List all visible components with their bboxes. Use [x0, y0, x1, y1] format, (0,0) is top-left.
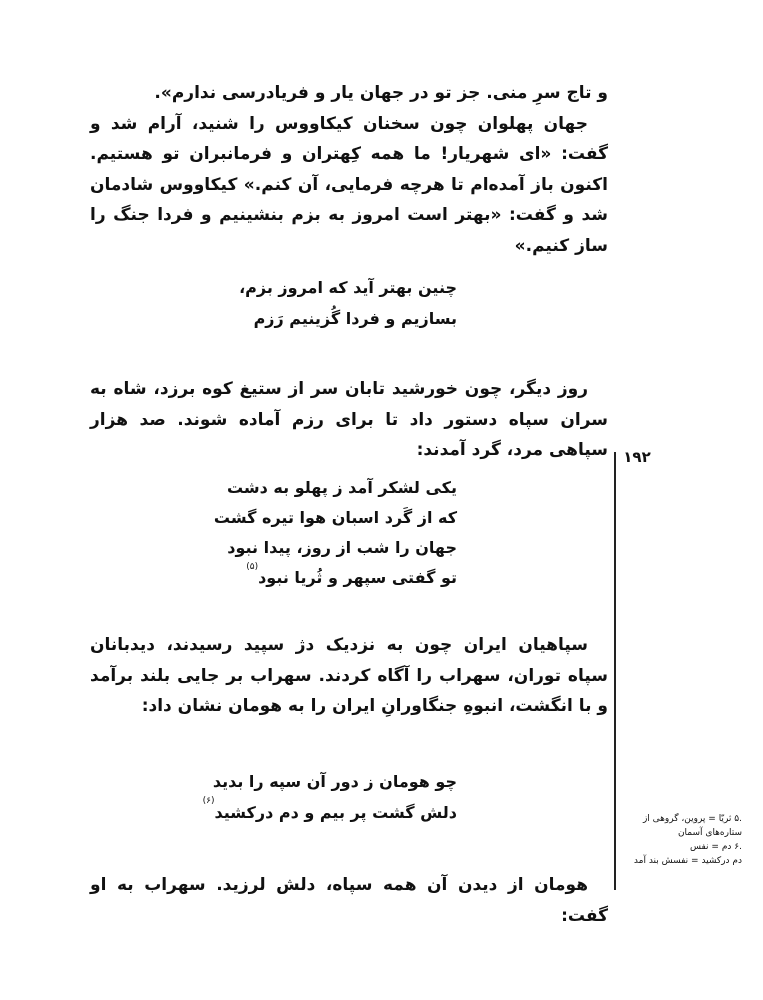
verse-couplet [100, 766, 457, 828]
paragraph: سپاهیان ایران چون به نزدیک دژ سپید رسیدند، دیدبانان سپاه توران، سهراب را آگاه کردند. سهراب بر جایی بلند برآمد و با انگشت، انبوهِ جنگاورانِ ایران را به هومان نشان داد: [90, 635, 608, 717]
verse-stanza [100, 473, 457, 593]
verse-line: چنین بهتر آید که امروز بزم، [239, 278, 457, 297]
margin-rule [614, 452, 616, 890]
prose-paragraph [90, 870, 608, 931]
footnote-line: دم درکشید = نفسش بند آمد [633, 856, 742, 866]
page-number: ۱۹۲ [623, 448, 651, 466]
prose-paragraph [90, 374, 608, 466]
verse-text: تو گفتی سپهر و ثُریا نبود [258, 568, 457, 587]
verse-line-with-note [100, 563, 457, 593]
paragraph: هومان از دیدن آن همه سپاه، دلش لرزید. سهراب به او گفت: [90, 875, 608, 926]
paragraph: روز دیگر، چون خورشید تابان سر از ستیغ کوه برزد، شاه به سران سپاه دستور داد تا برای رزم آماده شوند. صد هزار سپاهی مرد، گرد آمدند: [90, 379, 608, 461]
verse-line: چو هومان ز دور آن سپه را بدید [212, 772, 457, 791]
verse-line: جهان را شب از روز، پیدا نبود [227, 538, 457, 557]
verse-line-with-note [100, 797, 457, 828]
footnote-marker: (۶) [202, 796, 215, 806]
verse-line: که از گَرد اسبان هوا تیره گشت [213, 508, 457, 527]
footnote-line: .۶ دم = نفس [690, 842, 742, 852]
verse-line: بسازیم و فردا گُزینیم رَزم [253, 309, 457, 328]
footnote-line: ستاره‌های آسمان [677, 828, 742, 838]
verse-text: دلش گشت پر بیم و دم درکشید [214, 803, 457, 822]
verse-line: یکی لشکر آمد ز پهلو به دشت [226, 478, 457, 497]
footnote-line: .۵ ثریّا = پروین، گروهی از [642, 814, 742, 824]
footnotes [622, 812, 742, 868]
prose-paragraph [90, 630, 608, 722]
paragraph: جهان پهلوان چون سخنان کیکاووس را شنید، آرام شد و گفت: «ای شهریار! ما همه کِهتران و فرمانبران تو هستیم. اکنون باز آمده‌ام تا هرچه فرمایی، آن کنم.» کیکاووس شادمان شد و گفت: «بهتر است امروز به بزم بنشینیم و فردا جنگ را ساز کنیم.» [90, 113, 608, 256]
paragraph-line: و تاج سرِ منی. جز تو در جهان یار و فریادرسی ندارم». [154, 83, 608, 103]
prose-paragraph [90, 78, 608, 262]
footnote-marker: (۵) [246, 562, 259, 572]
verse-couplet [100, 272, 457, 334]
